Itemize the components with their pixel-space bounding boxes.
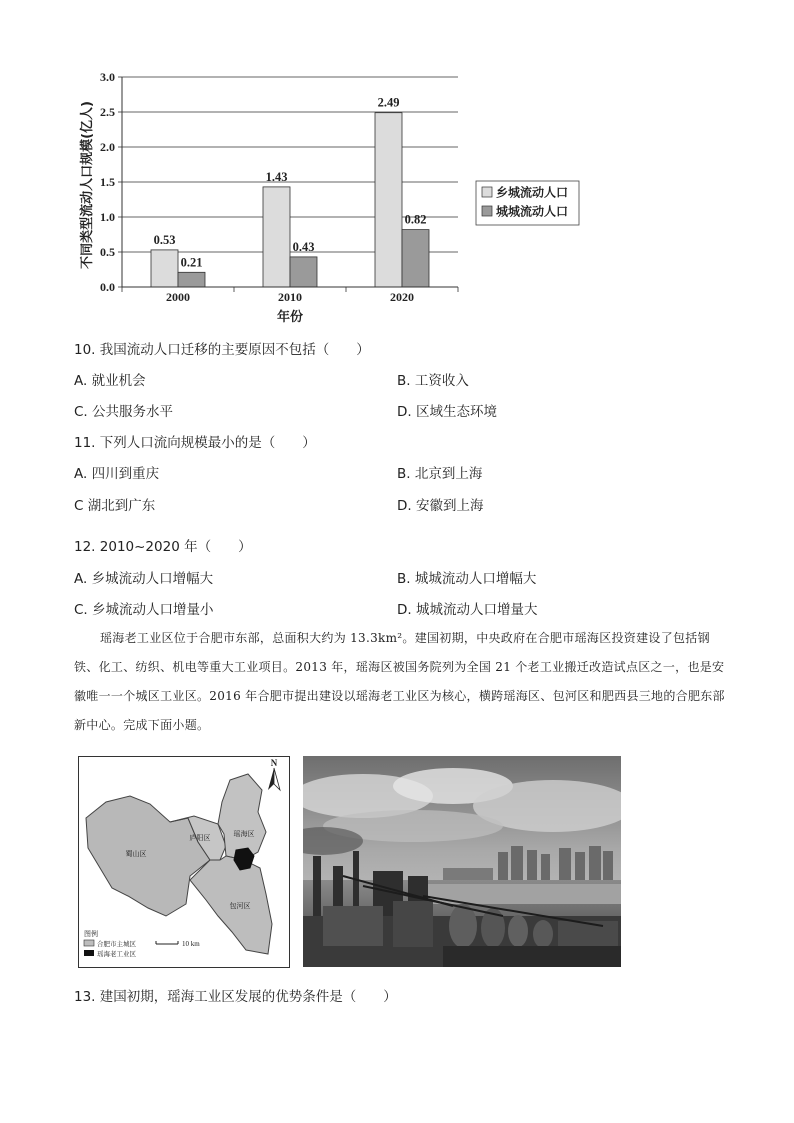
reading-passage — [74, 624, 734, 740]
data-label: 1.43 — [265, 169, 288, 184]
option-a[interactable]: A. 乡城流动人口增幅大 — [74, 571, 214, 587]
y-tick-label: 1.0 — [100, 210, 115, 224]
question-stem: 12. 2010~2020 年（ ） — [74, 539, 252, 555]
x-tick-label: 2020 — [390, 290, 414, 304]
x-tick-label: 2000 — [166, 290, 190, 304]
chart-legend — [476, 181, 579, 225]
y-tick-label: 3.0 — [100, 70, 115, 84]
option-c[interactable]: C 湖北到广东 — [74, 498, 156, 514]
x-tick-label: 2010 — [278, 290, 302, 304]
y-tick-label: 2.0 — [100, 140, 115, 154]
north-label: N — [270, 758, 278, 768]
option-c[interactable]: C. 公共服务水平 — [74, 404, 174, 420]
chart-xlabel: 年份 — [276, 310, 304, 325]
data-label: 0.53 — [153, 232, 176, 247]
option-d[interactable]: D. 安徽到上海 — [397, 498, 484, 514]
industrial-photo — [303, 756, 621, 967]
data-label: 0.82 — [404, 212, 427, 227]
legend-label: 乡城流动人口 — [496, 185, 569, 200]
option-b[interactable]: B. 城城流动人口增幅大 — [397, 571, 537, 587]
passage-text: 瑶海老工业区位于合肥市东部，总面积大约为 13.3km²。建国初期，中央政府在合肥市瑶海区投资建设了包括钢铁、化工、纺织、机电等重大工业项目。2013 年，瑶海区被国务院列为全国 21 个老工业搬迁改造试点区之一，也是安徽唯一一个城区工业区。2016 年合肥市提出建设以瑶海老工业区为核心，横跨瑶海区、包河区和肥西县三地的合肥东部新中心。完成下面小题。 — [74, 631, 725, 732]
bar-rural-urban — [151, 250, 178, 287]
bar-urban-urban — [290, 257, 317, 287]
question-13-stem: 13. 建国初期，瑶海工业区发展的优势条件是（ ） — [74, 989, 397, 1005]
y-tick-label: 1.5 — [100, 175, 115, 189]
district-label: 包河区 — [229, 902, 251, 910]
bar-rural-urban — [263, 187, 290, 287]
question-stem: 11. 下列人口流向规模最小的是（ ） — [74, 435, 316, 451]
option-b[interactable]: B. 北京到上海 — [397, 466, 483, 482]
district-map — [78, 756, 290, 968]
question-stem: 10. 我国流动人口迁移的主要原因不包括（ ） — [74, 342, 370, 358]
district-label: 瑶海区 — [233, 830, 255, 838]
option-a[interactable]: A. 四川到重庆 — [74, 466, 160, 482]
legend-swatch — [482, 187, 492, 197]
legend-swatch — [482, 206, 492, 216]
option-b[interactable]: B. 工资收入 — [397, 373, 469, 389]
option-d[interactable]: D. 城城流动人口增量大 — [397, 602, 538, 618]
y-tick-label: 0.5 — [100, 245, 115, 259]
legend-item: 瑶海老工业区 — [97, 950, 136, 958]
y-tick-label: 0.0 — [100, 280, 115, 294]
option-c[interactable]: C. 乡城流动人口增量小 — [74, 602, 214, 618]
option-a[interactable]: A. 就业机会 — [74, 373, 146, 389]
district-label: 庐阳区 — [189, 834, 211, 842]
chart-ylabel: 不同类型流动人口规模(亿人) — [80, 101, 95, 269]
data-label: 2.49 — [377, 95, 400, 110]
y-tick-label: 2.5 — [100, 105, 115, 119]
data-label: 0.21 — [180, 255, 203, 270]
legend-title: 图例 — [84, 930, 98, 938]
data-label: 0.43 — [292, 239, 315, 254]
option-d[interactable]: D. 区域生态环境 — [397, 404, 497, 420]
bar-chart — [0, 0, 794, 330]
bar-rural-urban — [375, 113, 402, 287]
bar-urban-urban — [178, 272, 205, 287]
legend-item: 合肥市主城区 — [97, 940, 136, 948]
scale-label: 10 km — [182, 940, 200, 948]
legend-label: 城城流动人口 — [496, 204, 569, 219]
district-label: 蜀山区 — [125, 850, 147, 858]
bar-urban-urban — [402, 230, 429, 287]
